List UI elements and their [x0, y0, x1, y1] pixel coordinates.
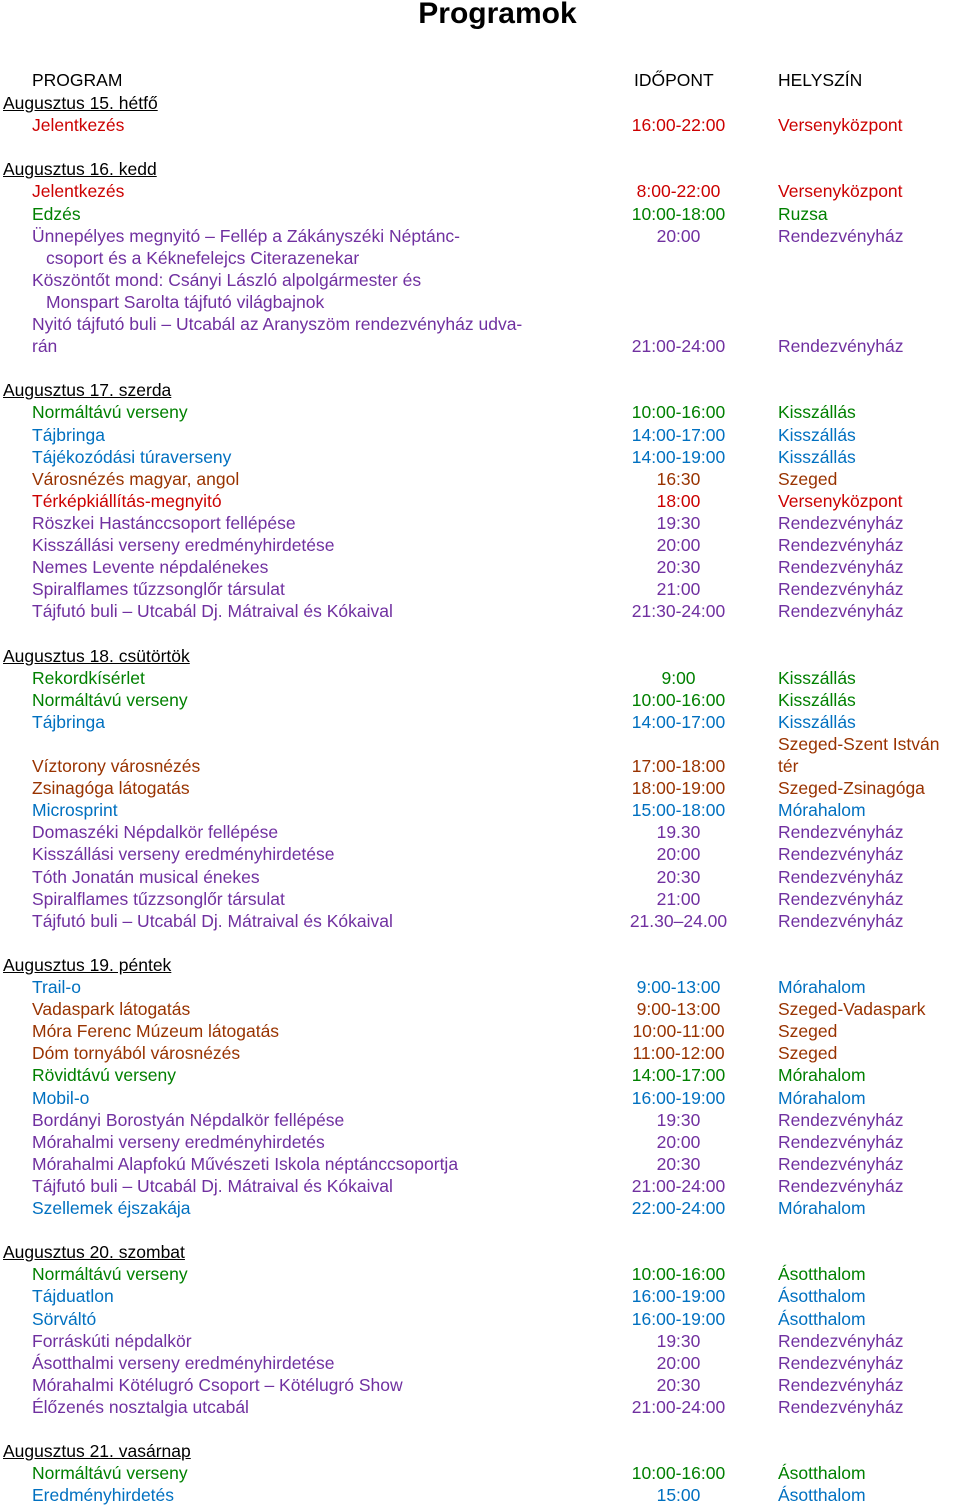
event-program: Dóm tornyából városnézés	[32, 1043, 241, 1064]
event-time: 10:00-18:00	[631, 203, 726, 224]
event-place: Mórahalom	[778, 800, 866, 821]
event-place: Mórahalom	[778, 1065, 866, 1086]
event-row	[0, 1153, 960, 1175]
event-place: Rendezvényház	[778, 535, 904, 555]
event-time: 16:00-19:00	[631, 1286, 726, 1307]
day-label: Augusztus 20. szombat	[3, 1242, 185, 1263]
event-row	[0, 225, 960, 247]
event-program: Ásotthalmi verseny eredményhirdetése	[32, 1352, 335, 1373]
event-place: Rendezvényház	[778, 888, 904, 909]
event-time: 21.30–24.00	[629, 910, 728, 931]
event-place: Kisszállás	[778, 711, 856, 732]
event-time: 20:00	[656, 1131, 701, 1152]
event-program: Jelentkezés	[32, 181, 125, 202]
event-row	[0, 755, 960, 777]
event-place: Versenyközpont	[778, 115, 903, 136]
event-time: 14:00-17:00	[631, 424, 726, 445]
event-time: 20:30	[656, 1153, 701, 1174]
event-place: Rendezvényház	[778, 557, 904, 578]
event-place: Rendezvényház	[778, 1153, 904, 1174]
event-row	[0, 689, 960, 711]
event-program: Nemes Levente népdalénekes	[32, 557, 269, 578]
event-time: 16:00-22:00	[631, 115, 726, 136]
day-heading	[0, 379, 960, 401]
event-program: Szellemek éjszakája	[32, 1198, 191, 1218]
column-header-time: IDŐPONT	[634, 70, 714, 90]
event-place: Rendezvényház	[778, 1396, 904, 1417]
event-place: Rendezvényház	[778, 336, 904, 357]
event-time: 18:00	[656, 490, 701, 511]
event-place: Rendezvényház	[778, 579, 904, 600]
day-label: Augusztus 21. vasárnap	[3, 1441, 191, 1462]
event-program: Kisszállási verseny eredményhirdetése	[32, 844, 335, 865]
event-program: Domaszéki Népdalkör fellépése	[32, 822, 279, 843]
event-row	[0, 1109, 960, 1131]
event-time: 10:00-16:00	[631, 1264, 726, 1285]
event-place: Ásotthalom	[778, 1264, 866, 1285]
event-program: Eredményhirdetés	[32, 1485, 175, 1506]
event-row	[0, 512, 960, 534]
event-program: Normáltávú verseny	[32, 402, 188, 423]
event-row	[0, 114, 960, 136]
event-program: Tájduatlon	[32, 1286, 114, 1307]
event-row	[0, 976, 960, 998]
event-place: Szeged-Zsinagóga	[778, 778, 925, 799]
event-row	[0, 711, 960, 733]
event-place: Rendezvényház	[778, 910, 904, 931]
event-time: 16:30	[656, 468, 701, 489]
event-row	[0, 269, 960, 291]
event-row	[0, 203, 960, 225]
event-program: Spiralflames tűzzsonglőr társulat	[32, 579, 285, 600]
event-program: Trail-o	[32, 977, 81, 997]
event-place: Rendezvényház	[778, 601, 904, 622]
event-time: 9:00	[661, 667, 696, 688]
event-time: 10:00-16:00	[631, 1463, 726, 1484]
event-place: Rendezvényház	[778, 1374, 904, 1395]
event-row	[0, 1285, 960, 1307]
event-time: 20:00	[656, 225, 701, 246]
event-place: Kisszállás	[778, 402, 856, 423]
event-program: Városnézés magyar, angol	[32, 468, 240, 489]
event-place: Rendezvényház	[778, 1352, 904, 1373]
event-place: Mórahalom	[778, 1198, 866, 1218]
event-program: Monspart Sarolta tájfutó világbajnok	[46, 291, 325, 312]
event-program: Mórahalmi verseny eredményhirdetés	[32, 1131, 325, 1152]
event-time: 19:30	[656, 512, 701, 533]
event-row	[0, 667, 960, 689]
event-program: Mórahalmi Kötélugró Csoport – Kötélugró Show	[32, 1374, 403, 1395]
event-place: Rendezvényház	[778, 1109, 904, 1130]
event-row	[0, 335, 960, 357]
event-row	[0, 1484, 960, 1506]
event-row	[0, 490, 960, 512]
event-row	[0, 1131, 960, 1153]
event-program: Térképkiállítás-megnyitó	[32, 490, 222, 511]
event-program: Rövidtávú verseny	[32, 1065, 176, 1086]
event-program: Mórahalmi Alapfokú Művészeti Iskola néptánccsoportja	[32, 1153, 459, 1174]
event-time: 9:00-13:00	[636, 999, 721, 1020]
event-row	[0, 180, 960, 202]
event-row	[0, 600, 960, 622]
event-place: Kisszállás	[778, 424, 856, 445]
event-program: Tájbringa	[32, 711, 105, 732]
event-row	[0, 424, 960, 446]
event-row	[0, 1175, 960, 1197]
event-place: Rendezvényház	[778, 1131, 904, 1152]
event-time: 20:00	[656, 844, 701, 865]
event-place: Rendezvényház	[778, 512, 904, 533]
event-place: Szeged-Szent István	[778, 733, 940, 754]
event-time: 17:00-18:00	[631, 756, 726, 776]
event-time: 11:00-12:00	[632, 1043, 725, 1064]
event-program: Jelentkezés	[32, 115, 125, 136]
event-place: Rendezvényház	[778, 1175, 904, 1196]
event-row	[0, 1263, 960, 1285]
event-program: Röszkei Hastánccsoport fellépése	[32, 512, 296, 533]
event-time: 8:00-22:00	[636, 181, 721, 202]
event-row	[0, 401, 960, 423]
event-place: Szeged	[778, 1043, 838, 1064]
event-time: 16:00-19:00	[631, 1087, 726, 1108]
event-time: 15:00	[656, 1485, 701, 1506]
event-row	[0, 1042, 960, 1064]
event-program: Sörváltó	[32, 1308, 97, 1329]
event-row	[0, 777, 960, 799]
event-program: Tájékozódási túraverseny	[32, 446, 232, 467]
event-program: Nyitó tájfutó buli – Utcabál az Aranyszöm rendezvényház udva-	[32, 314, 523, 334]
event-row	[0, 1462, 960, 1484]
event-program: Normáltávú verseny	[32, 1264, 188, 1285]
event-program: Normáltávú verseny	[32, 1463, 188, 1484]
event-program: Mobil-o	[32, 1087, 90, 1108]
event-program: Tájfutó buli – Utcabál Dj. Mátraival és Kókaival	[32, 601, 393, 622]
event-program: Rekordkísérlet	[32, 667, 145, 688]
event-time: 20:00	[656, 1352, 701, 1373]
event-program: Tájfutó buli – Utcabál Dj. Mátraival és Kókaival	[32, 910, 393, 931]
event-place: Ruzsa	[778, 203, 828, 224]
event-program: Edzés	[32, 203, 81, 224]
event-time: 21:00	[656, 888, 701, 909]
day-heading	[0, 954, 960, 976]
event-row	[0, 291, 960, 313]
event-time: 18:00-19:00	[631, 778, 726, 799]
event-program: Tájfutó buli – Utcabál Dj. Mátraival és Kókaival	[32, 1175, 393, 1196]
event-row	[0, 1020, 960, 1042]
column-header-program: PROGRAM	[32, 70, 123, 90]
event-time: 21:00-24:00	[631, 1396, 726, 1417]
event-time: 14:00-17:00	[631, 1065, 726, 1086]
event-program: Bordányi Borostyán Népdalkör fellépése	[32, 1109, 345, 1130]
event-place: Szeged-Vadaspark	[778, 999, 926, 1020]
event-row	[0, 1374, 960, 1396]
event-row	[0, 1087, 960, 1109]
event-place: Versenyközpont	[778, 490, 903, 511]
event-place: Szeged	[778, 468, 838, 489]
event-program: Tájbringa	[32, 424, 105, 445]
event-row	[0, 313, 960, 335]
event-program: Vadaspark látogatás	[32, 999, 191, 1020]
event-time: 20:30	[656, 866, 701, 887]
day-heading	[0, 1241, 960, 1263]
event-row	[0, 556, 960, 578]
event-time: 21:00-24:00	[631, 336, 726, 357]
event-row	[0, 534, 960, 556]
event-time: 14:00-19:00	[631, 446, 726, 467]
event-program: Ünnepélyes megnyitó – Fellép a Zákányszéki Néptánc-	[32, 225, 460, 246]
day-heading	[0, 645, 960, 667]
day-label: Augusztus 17. szerda	[3, 380, 172, 401]
day-label: Augusztus 19. péntek	[3, 954, 172, 975]
event-time: 10:00-11:00	[632, 1021, 725, 1042]
page-title: Programok	[418, 0, 577, 30]
day-label: Augusztus 16. kedd	[3, 159, 157, 180]
event-row	[0, 578, 960, 600]
event-time: 19:30	[656, 1330, 701, 1351]
event-row	[0, 1330, 960, 1352]
event-row	[0, 821, 960, 843]
event-time: 15:00-18:00	[631, 800, 726, 821]
event-time: 21:30-24:00	[631, 601, 726, 622]
event-program: Zsinagóga látogatás	[32, 778, 190, 799]
event-program: Kisszállási verseny eredményhirdetése	[32, 535, 335, 555]
event-program: Víztorony városnézés	[32, 756, 201, 776]
event-time: 22:00-24:00	[631, 1198, 726, 1218]
event-row	[0, 1197, 960, 1219]
day-heading	[0, 1440, 960, 1462]
event-place: Kisszállás	[778, 667, 856, 688]
event-time: 14:00-17:00	[631, 711, 726, 732]
day-heading	[0, 92, 960, 114]
event-time: 20:30	[656, 557, 701, 578]
event-time: 20:30	[656, 1374, 701, 1395]
event-row	[0, 1352, 960, 1374]
event-row	[0, 843, 960, 865]
event-program: Tóth Jonatán musical énekes	[32, 866, 260, 887]
day-label: Augusztus 15. hétfő	[3, 93, 158, 113]
event-program: Microsprint	[32, 800, 118, 821]
event-row	[0, 799, 960, 821]
event-program: rán	[32, 336, 58, 357]
event-place: Mórahalom	[778, 1087, 866, 1108]
event-program: Köszöntőt mond: Csányi László alpolgármester és	[32, 269, 422, 290]
event-program: csoport és a Kéknefelejcs Citerazenekar	[46, 247, 360, 268]
event-row	[0, 866, 960, 888]
event-place: Ásotthalom	[778, 1286, 866, 1307]
event-place: Rendezvényház	[778, 822, 904, 843]
event-row	[0, 733, 960, 755]
event-program: Élőzenés nosztalgia utcabál	[32, 1396, 249, 1417]
day-heading	[0, 158, 960, 180]
event-place: Mórahalom	[778, 977, 866, 997]
event-program: Spiralflames tűzzsonglőr társulat	[32, 888, 285, 909]
event-place: Rendezvényház	[778, 866, 904, 887]
event-place: Versenyközpont	[778, 181, 903, 202]
event-place: Rendezvényház	[778, 844, 904, 865]
event-row	[0, 1308, 960, 1330]
event-program: Normáltávú verseny	[32, 689, 188, 710]
event-place: Ásotthalom	[778, 1463, 866, 1484]
event-row	[0, 247, 960, 269]
event-row	[0, 446, 960, 468]
event-row	[0, 888, 960, 910]
event-time: 20:00	[656, 535, 701, 555]
event-time: 16:00-19:00	[631, 1308, 726, 1329]
event-place: Ásotthalom	[778, 1308, 866, 1329]
event-program: Móra Ferenc Múzeum látogatás	[32, 1021, 280, 1042]
event-place: Szeged	[778, 1021, 838, 1042]
event-time: 21:00	[656, 579, 701, 600]
event-place: Kisszállás	[778, 446, 856, 467]
event-row	[0, 998, 960, 1020]
event-place: Rendezvényház	[778, 1330, 904, 1351]
event-row	[0, 1396, 960, 1418]
event-row	[0, 910, 960, 932]
event-program: Forráskúti népdalkör	[32, 1330, 192, 1351]
event-place: Ásotthalom	[778, 1485, 866, 1506]
event-time: 9:00-13:00	[636, 977, 721, 997]
column-header-row	[0, 69, 960, 91]
event-time: 19:30	[656, 1109, 701, 1130]
event-place: Kisszállás	[778, 689, 856, 710]
event-time: 10:00-16:00	[631, 402, 726, 423]
event-time: 21:00-24:00	[631, 1175, 726, 1196]
day-label: Augusztus 18. csütörtök	[3, 645, 190, 666]
event-time: 19.30	[656, 822, 701, 843]
column-header-place: HELYSZÍN	[778, 70, 863, 90]
event-place: Rendezvényház	[778, 225, 904, 246]
event-row	[0, 468, 960, 490]
event-row	[0, 1064, 960, 1086]
event-place: tér	[778, 756, 799, 776]
event-time: 10:00-16:00	[631, 689, 726, 710]
